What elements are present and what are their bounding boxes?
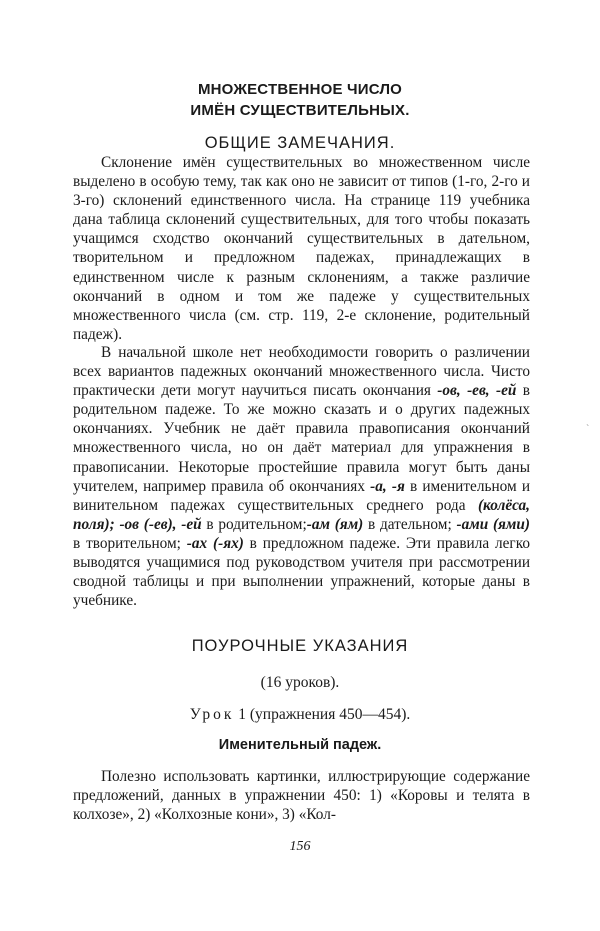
page-number: 156 <box>289 839 311 854</box>
ending-ami: -ами (ями) <box>456 515 530 533</box>
lesson-heading <box>0 706 600 724</box>
lesson-details: 1 (упражнения 450—454). <box>234 706 411 723</box>
ending-genitive: (колёса, поля); -ов (-ев), -ей <box>73 496 530 533</box>
topic-heading: Именительный падеж. <box>218 737 382 753</box>
paragraph-2 <box>73 343 530 610</box>
p2-text-d: в родительном; <box>201 515 307 533</box>
paragraph-3: Полезно использовать картинки, иллюстрирующие содержание предложений, данных в упражнении 450: 1) «Коровы и телята в колхозе», 2) «Колхозные кони», 3) «Кол- <box>73 768 530 824</box>
ending-a-ya: -а, -я <box>370 477 405 495</box>
p2-text-b: в родительном падеже. То же можно сказать и о других падежных окончаниях. Учебник не даёт правила правописания окончаний множественного числа, но он даёт материал для упражнения в правописании. Некоторые простейшие правила могут быть даны учителем, например правила об окончаниях <box>73 382 530 495</box>
p2-text-e: в дательном; <box>363 515 457 533</box>
ending-am: -ам (ям) <box>306 515 364 533</box>
section-heading-lessons: ПОУРОЧНЫЕ УКАЗАНИЯ <box>191 637 409 655</box>
ending-ah: -ах (-ях) <box>186 534 244 552</box>
p2-text-g: в предложном падеже. Эти правила легко выводятся учащимися под руководством учителя при рассмотрении сводной таблицы и при выполнении упражнений, которые даны в учебнике. <box>73 534 530 610</box>
p2-text-c: в именительном и винительном падежах существительных среднего рода <box>73 477 531 514</box>
p2-text-f: в творительном; <box>73 534 187 552</box>
ending-ov-ev-ey: -ов, -ев, -ей <box>437 382 517 400</box>
paragraph-1: Склонение имён существительных во множественном числе выделено в особую тему, так как оно не зависит от типов (1-го, 2-го и 3-го) склонений единственного числа. На странице 119 учебника дана таблица склонений существительных, для того чтобы показать учащимся сходство окончаний существительных в дательном, творительном и предложном падежах, принадлежащих в единственном числе к разным склонениям, а также различие окончаний в одном и том же падеже у существительных множественного числа (см. стр. 119, 2-е склонение, родительный падеж). <box>73 154 530 343</box>
scan-mark: ˋ <box>586 424 590 435</box>
section-heading-general: ОБЩИЕ ЗАМЕЧАНИЯ. <box>204 134 396 152</box>
lesson-word: Урок <box>189 706 235 723</box>
chapter-title-line2: ИМЁН СУЩЕСТВИТЕЛЬНЫХ. <box>190 102 410 119</box>
p2-text-a: В начальной школе нет необходимости говорить о различении всех вариантов падежных окончаний множественного числа. Чисто практически дети могут научиться писать окончания <box>73 344 530 400</box>
chapter-title-line1: МНОЖЕСТВЕННОЕ ЧИСЛО <box>197 81 403 98</box>
lessons-count: (16 уроков). <box>260 674 340 691</box>
